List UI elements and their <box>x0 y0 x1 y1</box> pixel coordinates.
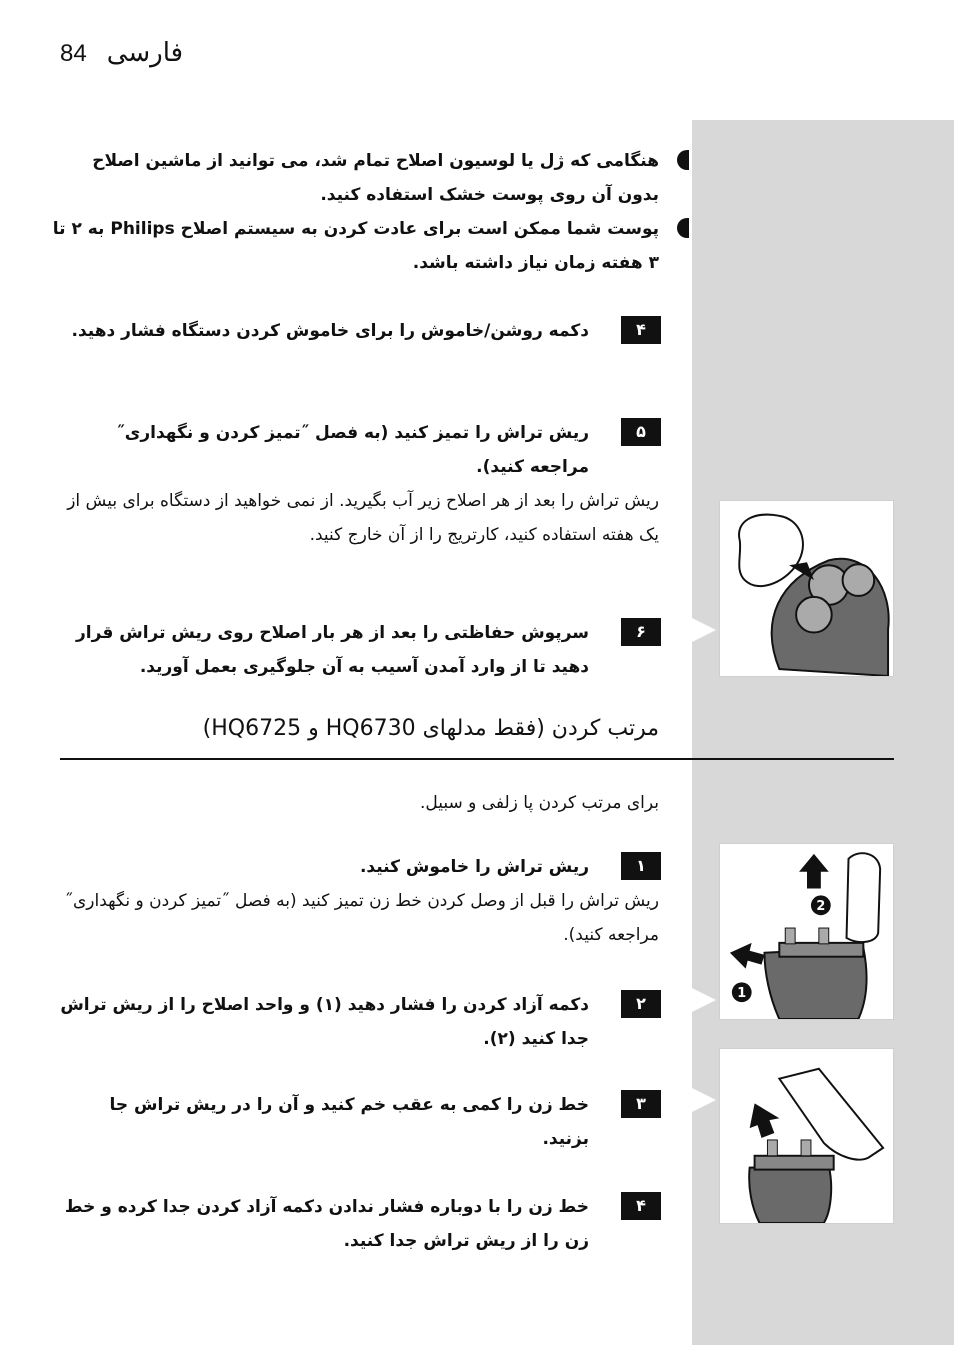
step-item <box>59 616 659 684</box>
bullet-icon <box>677 218 689 238</box>
section-title: مرتب کردن (فقط مدلهای HQ6730 و HQ6725) <box>202 716 659 741</box>
note-paragraph: ریش تراش را قبل از وصل کردن خط زن تمیز کنید (به فصل ˝تمیز کردن و نگهداری˝ مراجعه کنید). <box>64 891 659 945</box>
callout-one: 1 <box>737 986 747 1002</box>
page-number: 84 <box>60 40 87 67</box>
step-item <box>59 416 659 484</box>
bullet-item: پوست شما ممکن است برای عادت کردن به سیستم اصلاح Philips به ۲ تا ۳ هفته زمان نیاز داشته باشد. <box>49 212 659 280</box>
page-header <box>60 38 183 68</box>
bullet-item: هنگامی که ژل یا لوسیون اصلاح تمام شد، می توانید از ماشین اصلاح بدون آن روی پوست خشک استفاده کنید. <box>49 144 659 212</box>
step-number: ۳ <box>621 1090 661 1118</box>
step-item <box>59 1088 659 1156</box>
callout-two: 2 <box>816 899 826 915</box>
figure-pointer <box>692 988 716 1012</box>
step-item <box>59 988 659 1056</box>
step-number: ۶ <box>621 618 661 646</box>
shaver-cap-figure <box>719 500 894 677</box>
trimmer-insert-figure <box>719 1048 894 1224</box>
intro-paragraph: برای مرتب کردن پا زلفی و سبیل. <box>419 793 659 813</box>
step-item <box>59 314 659 348</box>
bullet-icon <box>677 150 689 170</box>
figure-pointer <box>692 1088 716 1112</box>
note-paragraph: ریش تراش را بعد از هر اصلاح زیر آب بگیرید. از نمی خواهید از دستگاه برای بیش از یک هفته استفاده کنید، کارتریج را از آن خارج کنید. <box>67 491 659 545</box>
step-number: ۵ <box>621 418 661 446</box>
step-text: دکمه روشن/خاموش را برای خاموش کردن دستگاه فشار دهید. <box>71 321 589 341</box>
step-text: ریش تراش را تمیز کنید (به فصل ˝تمیز کردن و نگهداری˝ مراجعه کنید). <box>116 423 589 477</box>
step-item <box>59 1190 659 1258</box>
step-text: سرپوش حفاظتی را بعد از هر بار اصلاح روی ریش تراش قرار دهید تا از وارد آمدن آسیب به آن جلوگیری بعمل آورید. <box>76 623 589 677</box>
step-text: خط زن را با دوباره فشار ندادن دکمه آزاد کردن جدا کرده و خط زن را از ریش تراش جدا کنید. <box>64 1197 589 1251</box>
step-item <box>59 850 659 884</box>
step-text: خط زن را کمی به عقب خم کنید و آن را در ریش تراش جا بزنید. <box>109 1095 589 1149</box>
step-number: ۱ <box>621 852 661 880</box>
step-text: ریش تراش را خاموش کنید. <box>359 857 589 877</box>
step-number: ۴ <box>621 316 661 344</box>
step-text: دکمه آزاد کردن را فشار دهید (۱) و واحد اصلاح را از ریش تراش جدا کنید (۲). <box>60 995 589 1049</box>
section-divider <box>60 758 894 760</box>
language-label: فارسی <box>106 38 184 68</box>
step-number: ۴ <box>621 1192 661 1220</box>
step-number: ۲ <box>621 990 661 1018</box>
trimmer-release-figure <box>719 843 894 1020</box>
figure-pointer <box>692 618 716 642</box>
